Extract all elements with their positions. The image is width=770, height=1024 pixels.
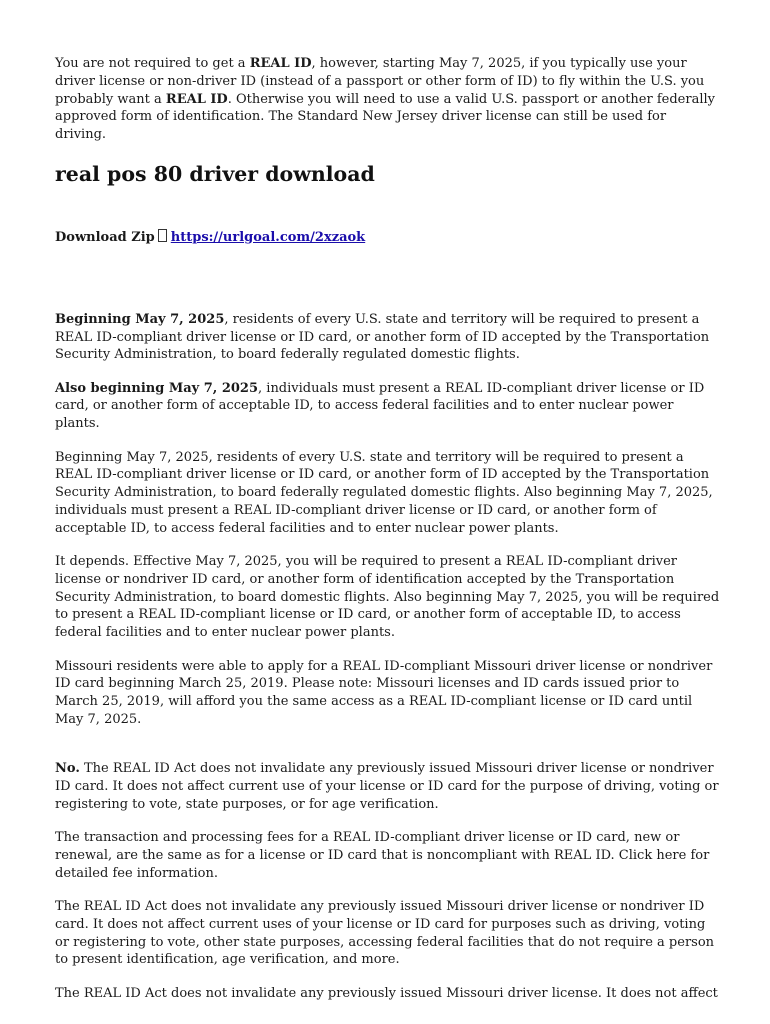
paragraph-text: , residents of every U.S. state and territory will be required to present a REAL ID-compliant driver license or ID card, or another form of ID accepted by the Transportation Security Administration, to board federally regulated domestic flights.: [55, 311, 710, 363]
paragraph-5: Missouri residents were able to apply for a REAL ID-compliant Missouri driver license or nondriver ID card beginning March 25, 2019. Please note: Missouri licenses and ID cards issued prior to March 25, 2019, will afford you the same access as a REAL ID-compliant license or ID card until May 7, 2025.: [55, 658, 713, 727]
intro-bold: REAL ID: [249, 56, 312, 71]
download-label: Download Zip: [55, 229, 155, 245]
download-link[interactable]: https://urlgoal.com/2xzaok: [170, 229, 366, 245]
page-title: real pos 80 driver download: [55, 161, 375, 186]
paragraph-8: The REAL ID Act does not invalidate any previously issued Missouri driver license or nondriver ID card. It does not affect current uses of your license or ID card for purposes such as driving, voting or registering to vote, other state purposes, accessing federal facilities that do not require a person to present identification, age verification, and more.: [55, 899, 715, 968]
intro-text: , however, starting May 7, 2025, if you typically use your driver license or non-driver ID (instead of a passport or other form of ID) to fly within the U.S. you probably want a: [55, 56, 705, 107]
paragraph-9: The REAL ID Act does not invalidate any previously issued Missouri driver license. It does not affect: [55, 985, 718, 1001]
download-line: [55, 229, 720, 247]
paragraph-bold: Also beginning May 7, 2025: [55, 380, 259, 396]
paragraph-text: , individuals must present a REAL ID-compliant driver license or ID card, or another form of acceptable ID, to access federal facilities and to enter nuclear power plants.: [55, 380, 705, 432]
paragraph-text: The REAL ID Act does not invalidate any previously issued Missouri driver license or nondriver ID card. It does not affect current use of your license or ID card for the purpose of driving, voting or registering to vote, state purposes, or for age verification.: [55, 761, 719, 812]
intro-text: You are not required to get a: [55, 56, 250, 71]
intro-paragraph: [55, 55, 720, 144]
paragraph-bold: No.: [55, 761, 80, 777]
document-body: [55, 55, 720, 1018]
paragraph-7: The transaction and processing fees for a REAL ID-compliant driver license or ID card, new or renewal, are the same as for a license or ID card that is noncompliant with REAL ID. Click here for detailed fee information.: [55, 830, 710, 881]
spacer: [55, 744, 720, 760]
missing-glyph-icon: [158, 229, 167, 242]
spacer: [55, 247, 720, 311]
intro-bold: REAL ID: [165, 91, 228, 107]
paragraph-3: Beginning May 7, 2025, residents of every U.S. state and territory will be required to present a REAL ID-compliant driver license or ID card, or another form of ID accepted by the Transportation Security Administration, to board federally regulated domestic flights. Also beginning May 7, 2025, individuals must present a REAL ID-compliant driver license or ID card, or another form of acceptable ID, to access federal facilities and to enter nuclear power plants.: [55, 449, 713, 536]
paragraph-bold: Beginning May 7, 2025: [55, 311, 225, 327]
paragraph-1: [55, 311, 720, 364]
intro-text: . Otherwise you will need to use a valid U.S. passport or another federally approved form of identification. The Standard New Jersey driver license can still be used for driving.: [55, 91, 715, 143]
paragraph-4: It depends. Effective May 7, 2025, you will be required to present a REAL ID-compliant driver license or nondriver ID card, or another form of identification accepted by the Transportation Security Administration, to board domestic flights. Also beginning May 7, 2025, you will be required to present a REAL ID-compliant license or ID card, or another form of acceptable ID, to access federal facilities and to enter nuclear power plants.: [55, 554, 720, 641]
paragraph-2: [55, 380, 720, 433]
paragraph-6: [55, 760, 720, 813]
